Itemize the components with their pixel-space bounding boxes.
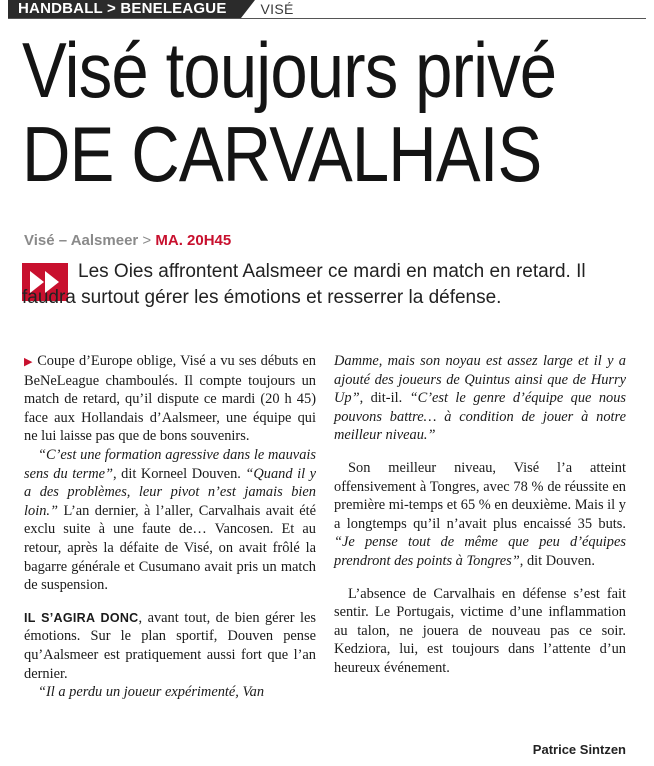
headline-line-1: Visé toujours privé [22, 26, 557, 114]
paragraph-4 [24, 683, 316, 702]
section-kicker: HANDBALL > BENELEAGUE [8, 0, 241, 18]
quote-3-cont: Damme, mais son noyau est assez large et il y a ajouté des joueurs de Quintus ainsi que de Hurry Up” [334, 353, 626, 407]
headline-line-2: DE CARVALHAIS [22, 110, 542, 198]
article-lead: Les Oies affrontent Aalsmeer ce mardi en match en retard. Il faudra surtout gérer les émotions et resserrer la défense. [22, 261, 586, 308]
paragraph-1 [24, 352, 316, 446]
quote-5: “Je pense tout de même que peu d’équipes prendront des points à Tongres” [334, 534, 626, 569]
quote-4: “C’est le genre d’équipe que nous pouvons battre… à condition de jouer à notre meilleur niveau.” [334, 390, 627, 444]
quote-2: “Quand il y a des problèmes, leur pivot n’est jamais bien loin.” [24, 465, 316, 519]
paragraph-6-text: Son meilleur niveau, Visé l’a atteint offensivement à Tongres, avec 78 % de réussite en première mi-temps et 65 % en deuxième. Mais il y a longtemps qu’il n’avait plus encaissé 35 buts. [334, 459, 626, 532]
paragraph-1-text: Coupe d’Europe oblige, Visé a vu ses débuts en BeNeLeague chamboulés. Il compte toujours un match de retard, qu’il dispute ce mardi (20 h 45) face aux Hollandais d’Aalsmeer, une équipe qui ne lui laisse pas que de bons souvenirs. [24, 353, 316, 445]
paragraph-2 [24, 446, 316, 595]
quote-1: “C’est une formation agressive dans le mauvais sens du terme” [24, 446, 316, 482]
match-separator: > [138, 232, 156, 249]
match-time: MA. 20H45 [155, 232, 232, 249]
match-info [24, 232, 231, 249]
header-rule [8, 18, 646, 19]
paragraph-7: L’absence de Carvalhais en défense s’est fait sentir. Le Portugais, victime d’une inflammation au talon, ne jouera de nouveau pas ce soir. Kedziora, lui, est toujours dans l’attente d’un heureux événement. [334, 585, 626, 676]
article-column-left [24, 352, 316, 702]
bullet-icon: ▶ [24, 356, 34, 368]
headline [22, 28, 556, 196]
kicker-notch [241, 0, 255, 18]
paragraph-6 [334, 459, 626, 571]
paragraph-2-text-2: L’an dernier, à l’aller, Carvalhais avait été exclu suite à une faute de… Vancosen. Et au retour, après la défaite de Visé, on avait frôlé la bagarre générale et Cusumano avait pris un match de suspension. [24, 502, 316, 594]
author-byline: Patrice Sintzen [532, 742, 626, 757]
paragraph-5 [334, 352, 626, 445]
paragraph-3-lead: IL S’AGIRA DONC [24, 610, 139, 625]
section-header [8, 0, 294, 18]
paragraph-3-text: , avant tout, de bien gérer les émotions. Sur le plan sportif, Douven pense qu’Aalsmeer est pratiquement aussi fort que l’an dernier. [24, 609, 316, 682]
quote-3: “Il a perdu un joueur expérimenté, Van [38, 684, 265, 701]
paragraph-3 [24, 609, 316, 683]
paragraph-6-text-2: , dit Douven. [519, 552, 595, 569]
location-tag: VISÉ [260, 1, 294, 17]
paragraph-2-text-1: , dit Korneel Douven. [113, 465, 246, 482]
match-teams: Visé – Aalsmeer [24, 232, 139, 249]
paragraph-5-text: , dit-il. [359, 390, 410, 407]
article-column-right [334, 352, 626, 678]
